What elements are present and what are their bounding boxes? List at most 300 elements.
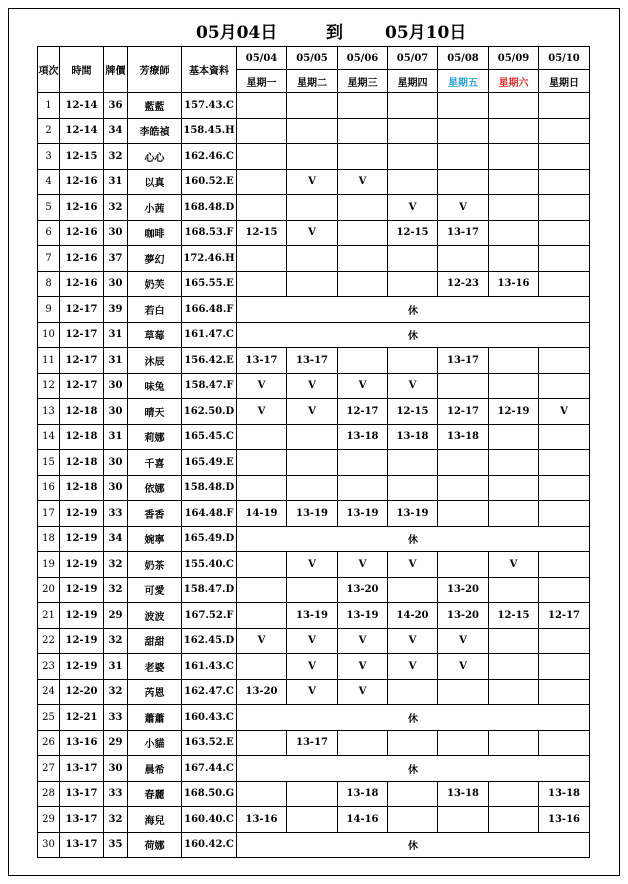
row-day-shift: V: [388, 195, 438, 221]
header-date: 05/08: [438, 47, 489, 70]
row-day-shift: [539, 501, 590, 527]
row-day-shift: [237, 603, 287, 629]
row-day-shift: [388, 475, 438, 501]
row-therapist-name: 晴天: [128, 399, 182, 425]
row-day-shift: [438, 169, 489, 195]
row-number: 8: [38, 271, 60, 297]
row-therapist-name: 沐辰: [128, 348, 182, 374]
row-day-shift: [287, 144, 338, 170]
row-info: 157.43.C: [182, 93, 237, 119]
row-day-shift: 12-17: [338, 399, 388, 425]
row-time: 12-21: [60, 705, 104, 731]
row-therapist-name: 味兔: [128, 373, 182, 399]
row-day-shift: V: [287, 399, 338, 425]
row-therapist-name: 奶芙: [128, 271, 182, 297]
row-day-shift: [539, 246, 590, 272]
row-day-shift: V: [237, 628, 287, 654]
row-day-shift: [237, 118, 287, 144]
row-day-shift: [287, 475, 338, 501]
row-info: 167.44.C: [182, 756, 237, 782]
row-day-shift: [489, 246, 539, 272]
row-day-shift: [388, 169, 438, 195]
row-day-shift: 14-16: [338, 807, 388, 833]
row-therapist-name: 可愛: [128, 577, 182, 603]
row-day-shift: 13-19: [287, 603, 338, 629]
row-price: 32: [104, 628, 128, 654]
row-info: 158.47.D: [182, 577, 237, 603]
row-info: 158.47.F: [182, 373, 237, 399]
row-number: 20: [38, 577, 60, 603]
row-day-shift: [388, 271, 438, 297]
row-day-shift: [338, 93, 388, 119]
row-day-shift: V: [287, 679, 338, 705]
row-day-shift: [438, 679, 489, 705]
row-day-shift: [438, 552, 489, 578]
header-date: 05/06: [338, 47, 388, 70]
row-day-shift: [489, 679, 539, 705]
row-time: 12-20: [60, 679, 104, 705]
row-number: 28: [38, 781, 60, 807]
row-number: 16: [38, 475, 60, 501]
row-time: 12-16: [60, 271, 104, 297]
row-time: 13-17: [60, 832, 104, 858]
row-time: 12-19: [60, 526, 104, 552]
row-info: 168.48.D: [182, 195, 237, 221]
row-day-shift: [489, 730, 539, 756]
row-day-shift: [287, 93, 338, 119]
row-number: 15: [38, 450, 60, 476]
row-number: 26: [38, 730, 60, 756]
row-day-shift: [489, 781, 539, 807]
row-day-shift: [539, 654, 590, 680]
header-weekday: 星期一: [237, 70, 287, 93]
row-therapist-name: 草莓: [128, 322, 182, 348]
row-day-shift: [287, 118, 338, 144]
title-to: 到: [326, 23, 343, 43]
table-row: [38, 450, 590, 476]
table-row: [38, 475, 590, 501]
row-day-shift: [287, 450, 338, 476]
row-therapist-name: 小茜: [128, 195, 182, 221]
row-day-shift: 12-15: [237, 220, 287, 246]
row-time: 12-18: [60, 399, 104, 425]
table-row: [38, 271, 590, 297]
row-day-shift: [539, 220, 590, 246]
row-day-shift: [338, 475, 388, 501]
row-day-shift: 13-16: [489, 271, 539, 297]
row-info: 165.49.D: [182, 526, 237, 552]
row-price: 36: [104, 93, 128, 119]
row-day-shift: [237, 144, 287, 170]
row-time: 12-19: [60, 501, 104, 527]
row-day-shift: V: [388, 552, 438, 578]
row-therapist-name: 小貓: [128, 730, 182, 756]
row-therapist-name: 老婆: [128, 654, 182, 680]
row-time: 12-18: [60, 424, 104, 450]
row-day-shift: [237, 195, 287, 221]
row-day-shift: [237, 730, 287, 756]
row-time: 13-16: [60, 730, 104, 756]
row-day-shift: V: [287, 628, 338, 654]
row-day-shift: [388, 807, 438, 833]
row-time: 12-18: [60, 450, 104, 476]
row-time: 12-16: [60, 246, 104, 272]
row-time: 12-16: [60, 220, 104, 246]
row-time: 12-17: [60, 297, 104, 323]
row-day-shift: [237, 654, 287, 680]
table-row: [38, 118, 590, 144]
row-day-shift: V: [338, 679, 388, 705]
row-day-shift: [539, 271, 590, 297]
row-day-shift: [489, 654, 539, 680]
row-price: 29: [104, 730, 128, 756]
row-day-shift: [438, 501, 489, 527]
row-therapist-name: 李皓禎: [128, 118, 182, 144]
row-day-shift: [489, 348, 539, 374]
row-day-shift: V: [438, 195, 489, 221]
row-day-shift: V: [338, 552, 388, 578]
row-info: 162.46.C: [182, 144, 237, 170]
row-day-shift: [539, 169, 590, 195]
row-therapist-name: 荷娜: [128, 832, 182, 858]
row-day-shift: [438, 246, 489, 272]
schedule-body: [38, 93, 590, 858]
row-day-shift: [438, 730, 489, 756]
row-therapist-name: 莉娜: [128, 424, 182, 450]
row-number: 12: [38, 373, 60, 399]
row-day-shift: [489, 195, 539, 221]
row-day-shift: [438, 807, 489, 833]
header-weekday: 星期五: [438, 70, 489, 93]
row-price: 31: [104, 322, 128, 348]
row-price: 35: [104, 832, 128, 858]
row-price: 32: [104, 577, 128, 603]
row-day-shift: 13-16: [237, 807, 287, 833]
row-day-shift: 13-17: [237, 348, 287, 374]
row-day-shift: [388, 577, 438, 603]
row-day-shift: [338, 348, 388, 374]
row-price: 31: [104, 169, 128, 195]
row-day-shift: [438, 373, 489, 399]
row-info: 162.47.C: [182, 679, 237, 705]
row-therapist-name: 千喜: [128, 450, 182, 476]
row-day-shift: [338, 118, 388, 144]
header-date: 05/05: [287, 47, 338, 70]
row-day-off: 休: [237, 705, 590, 731]
table-row: [38, 526, 590, 552]
row-day-shift: [287, 577, 338, 603]
row-day-shift: [388, 348, 438, 374]
row-time: 13-17: [60, 781, 104, 807]
row-day-shift: [338, 220, 388, 246]
table-row: [38, 144, 590, 170]
row-number: 23: [38, 654, 60, 680]
header-time: 時間: [60, 47, 104, 93]
row-day-shift: [287, 807, 338, 833]
table-row: [38, 501, 590, 527]
header-date: 05/07: [388, 47, 438, 70]
row-day-shift: [539, 424, 590, 450]
row-time: 12-19: [60, 628, 104, 654]
row-info: 164.48.F: [182, 501, 237, 527]
row-info: 165.49.E: [182, 450, 237, 476]
table-row: [38, 603, 590, 629]
row-day-shift: 13-18: [338, 424, 388, 450]
row-number: 4: [38, 169, 60, 195]
row-number: 9: [38, 297, 60, 323]
row-price: 32: [104, 552, 128, 578]
row-day-shift: [338, 450, 388, 476]
row-day-shift: [388, 118, 438, 144]
row-day-shift: [489, 118, 539, 144]
row-day-shift: [287, 195, 338, 221]
header-no: 項次: [38, 47, 60, 93]
row-info: 172.46.H: [182, 246, 237, 272]
row-day-shift: [489, 373, 539, 399]
row-info: 160.43.C: [182, 705, 237, 731]
row-day-shift: V: [539, 399, 590, 425]
row-day-shift: V: [287, 169, 338, 195]
row-number: 13: [38, 399, 60, 425]
row-day-shift: [489, 577, 539, 603]
row-day-shift: [388, 246, 438, 272]
title-start-date: 05月04日: [196, 23, 278, 43]
row-day-shift: [539, 93, 590, 119]
row-time: 12-15: [60, 144, 104, 170]
row-number: 29: [38, 807, 60, 833]
row-therapist-name: 晨希: [128, 756, 182, 782]
row-day-shift: V: [338, 628, 388, 654]
row-day-shift: [388, 144, 438, 170]
row-day-off: 休: [237, 832, 590, 858]
row-day-shift: [237, 450, 287, 476]
row-number: 11: [38, 348, 60, 374]
header-date: 05/10: [539, 47, 590, 70]
row-day-shift: [539, 679, 590, 705]
row-price: 34: [104, 526, 128, 552]
header-weekday: 星期二: [287, 70, 338, 93]
row-price: 33: [104, 705, 128, 731]
row-price: 34: [104, 118, 128, 144]
row-day-shift: [237, 424, 287, 450]
row-day-shift: [539, 475, 590, 501]
row-day-shift: 12-23: [438, 271, 489, 297]
row-price: 31: [104, 348, 128, 374]
row-time: 12-14: [60, 118, 104, 144]
row-day-shift: V: [338, 373, 388, 399]
row-time: 12-14: [60, 93, 104, 119]
row-number: 14: [38, 424, 60, 450]
table-row: [38, 246, 590, 272]
row-day-shift: [438, 475, 489, 501]
row-day-shift: 13-18: [438, 781, 489, 807]
row-price: 29: [104, 603, 128, 629]
row-day-shift: 13-17: [438, 220, 489, 246]
row-day-shift: V: [489, 552, 539, 578]
row-number: 2: [38, 118, 60, 144]
row-day-shift: [539, 118, 590, 144]
row-day-shift: 12-15: [489, 603, 539, 629]
row-day-shift: [237, 475, 287, 501]
row-day-shift: [489, 144, 539, 170]
row-day-off: 休: [237, 322, 590, 348]
row-time: 13-17: [60, 756, 104, 782]
row-day-shift: 12-19: [489, 399, 539, 425]
header-row-dates: [38, 47, 590, 70]
row-price: 31: [104, 654, 128, 680]
row-price: 33: [104, 781, 128, 807]
row-day-shift: V: [287, 373, 338, 399]
row-price: 39: [104, 297, 128, 323]
row-day-shift: [338, 730, 388, 756]
row-therapist-name: 奶茶: [128, 552, 182, 578]
table-row: [38, 628, 590, 654]
row-info: 168.53.F: [182, 220, 237, 246]
row-day-off: 休: [237, 297, 590, 323]
row-number: 3: [38, 144, 60, 170]
row-day-shift: V: [438, 628, 489, 654]
row-day-shift: [388, 781, 438, 807]
row-price: 30: [104, 475, 128, 501]
row-day-shift: 14-20: [388, 603, 438, 629]
row-day-shift: [338, 144, 388, 170]
row-price: 33: [104, 501, 128, 527]
row-day-shift: [388, 679, 438, 705]
row-number: 17: [38, 501, 60, 527]
row-therapist-name: 夢幻: [128, 246, 182, 272]
title-end-date: 05月10日: [385, 23, 467, 43]
row-day-shift: [539, 450, 590, 476]
row-therapist-name: 香香: [128, 501, 182, 527]
row-time: 12-19: [60, 603, 104, 629]
row-therapist-name: 依娜: [128, 475, 182, 501]
row-day-shift: V: [438, 654, 489, 680]
table-row: [38, 705, 590, 731]
row-number: 21: [38, 603, 60, 629]
row-number: 1: [38, 93, 60, 119]
row-therapist-name: 藍藍: [128, 93, 182, 119]
row-day-shift: [287, 781, 338, 807]
row-info: 160.40.C: [182, 807, 237, 833]
row-info: 156.42.E: [182, 348, 237, 374]
row-number: 19: [38, 552, 60, 578]
table-row: [38, 807, 590, 833]
row-price: 32: [104, 807, 128, 833]
row-day-shift: V: [338, 169, 388, 195]
row-therapist-name: 海兒: [128, 807, 182, 833]
schedule-title: [0, 18, 628, 46]
row-info: 162.45.D: [182, 628, 237, 654]
row-price: 30: [104, 399, 128, 425]
row-info: 161.43.C: [182, 654, 237, 680]
row-therapist-name: 春麗: [128, 781, 182, 807]
table-row: [38, 730, 590, 756]
row-day-shift: 13-18: [338, 781, 388, 807]
row-day-shift: 12-15: [388, 399, 438, 425]
table-row: [38, 424, 590, 450]
table-row: [38, 399, 590, 425]
row-number: 22: [38, 628, 60, 654]
row-day-shift: [338, 195, 388, 221]
row-day-shift: [438, 118, 489, 144]
row-price: 30: [104, 450, 128, 476]
row-day-shift: [489, 424, 539, 450]
row-day-shift: [287, 246, 338, 272]
row-price: 30: [104, 220, 128, 246]
table-row: [38, 195, 590, 221]
row-info: 165.55.E: [182, 271, 237, 297]
header-info: 基本資料: [182, 47, 237, 93]
row-time: 12-16: [60, 169, 104, 195]
row-day-shift: V: [237, 399, 287, 425]
table-row: [38, 552, 590, 578]
row-day-shift: 13-18: [438, 424, 489, 450]
table-row: [38, 220, 590, 246]
row-time: 12-19: [60, 577, 104, 603]
row-time: 12-18: [60, 475, 104, 501]
row-day-shift: [489, 501, 539, 527]
row-day-shift: [438, 450, 489, 476]
row-day-shift: [388, 93, 438, 119]
row-price: 32: [104, 195, 128, 221]
header-therapist: 芳療師: [128, 47, 182, 93]
row-time: 13-17: [60, 807, 104, 833]
table-row: [38, 297, 590, 323]
row-number: 10: [38, 322, 60, 348]
row-time: 12-17: [60, 373, 104, 399]
row-info: 158.45.H: [182, 118, 237, 144]
row-day-shift: [489, 628, 539, 654]
row-therapist-name: 若白: [128, 297, 182, 323]
row-therapist-name: 波波: [128, 603, 182, 629]
header-weekday: 星期三: [338, 70, 388, 93]
header-date: 05/04: [237, 47, 287, 70]
row-day-shift: [388, 730, 438, 756]
row-number: 25: [38, 705, 60, 731]
row-day-shift: [237, 577, 287, 603]
row-price: 37: [104, 246, 128, 272]
row-day-shift: V: [287, 552, 338, 578]
row-day-shift: 14-19: [237, 501, 287, 527]
row-day-shift: V: [237, 373, 287, 399]
row-day-shift: [237, 552, 287, 578]
row-day-shift: [489, 475, 539, 501]
row-info: 166.48.F: [182, 297, 237, 323]
row-day-shift: 13-20: [237, 679, 287, 705]
row-info: 155.40.C: [182, 552, 237, 578]
row-day-shift: 13-19: [287, 501, 338, 527]
row-info: 160.52.E: [182, 169, 237, 195]
header-weekday: 星期六: [489, 70, 539, 93]
row-price: 30: [104, 756, 128, 782]
table-row: [38, 169, 590, 195]
row-day-shift: 13-17: [438, 348, 489, 374]
row-day-shift: [287, 271, 338, 297]
table-row: [38, 93, 590, 119]
header-price: 牌價: [104, 47, 128, 93]
row-time: 12-16: [60, 195, 104, 221]
header-date: 05/09: [489, 47, 539, 70]
row-day-shift: 12-17: [438, 399, 489, 425]
row-day-shift: [438, 144, 489, 170]
row-day-shift: V: [388, 654, 438, 680]
row-therapist-name: 以真: [128, 169, 182, 195]
row-info: 163.52.E: [182, 730, 237, 756]
row-therapist-name: 甜甜: [128, 628, 182, 654]
row-price: 32: [104, 144, 128, 170]
row-day-off: 休: [237, 756, 590, 782]
row-day-shift: [338, 271, 388, 297]
